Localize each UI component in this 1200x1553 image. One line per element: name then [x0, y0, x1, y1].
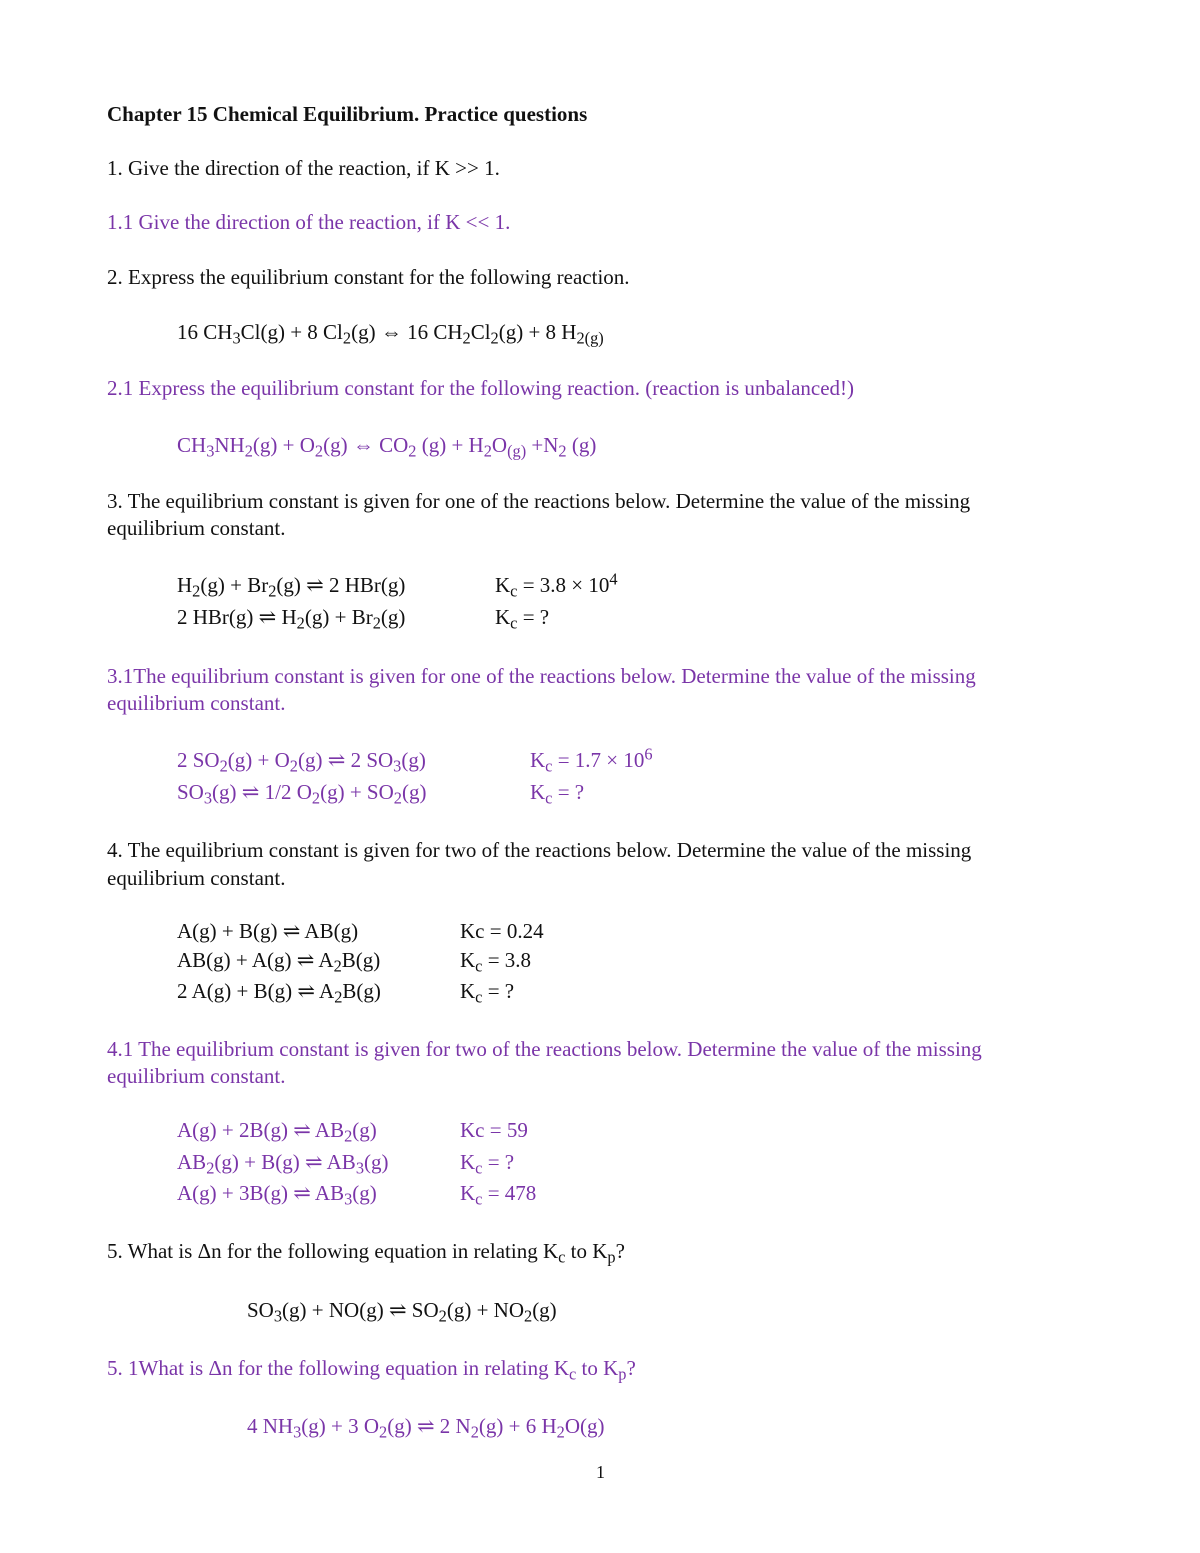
question-5-1-equation: 4 $NH_3(g) + 3$ $O_2(g)$ ⇌ 2 $N_2(g) + 6$ $H_2O(g)$ — [247, 1414, 605, 1442]
question-5: 5. What is Δn for the following equation in relating $K_c$ to $K_p$? — [107, 1239, 625, 1267]
q3-1-k-1: $K_c = 1.7 \times 10^6$ — [530, 744, 653, 776]
question-2: 2. Express the equilibrium constant for the following reaction. — [107, 265, 630, 289]
q3-1-reaction-2: $SO_3(g)$ ⇌ 1/2 $O_2(g) + SO_2(g)$ — [177, 780, 427, 808]
question-2-1: 2.1 Express the equilibrium constant for the following reaction. (reaction is unbalanced!) — [107, 376, 855, 400]
q4-1-reaction-2: $AB_2(g) + B(g)$ ⇌ $AB_3(g)$ — [177, 1150, 389, 1178]
q3-reaction-2: 2 HBr(g) ⇌ $H_2(g) + Br_2(g)$ — [177, 605, 406, 633]
q3-k-2: $K_c$ = ? — [495, 605, 550, 633]
page-title: Chapter 15 Chemical Equilibrium. Practice questions — [107, 102, 588, 126]
question-1: 1. Give the direction of the reaction, if K >> 1. — [107, 156, 500, 180]
question-3-line-2: equilibrium constant. — [107, 516, 286, 540]
q3-1-reaction-1: 2 $SO_2(g) + O_2(g)$ ⇌ 2 $SO_3(g)$ — [177, 748, 426, 776]
question-4-line-1: 4. The equilibrium constant is given for two of the reactions below. Determine the value of the missing — [107, 838, 972, 862]
q4-reaction-3: 2 A(g) + B(g) ⇌ $A_2B(g)$ — [177, 979, 381, 1007]
q3-reaction-1: $H_2(g) + Br_2(g)$ ⇌ 2 HBr(g) — [177, 573, 406, 601]
q3-k-1: $K_c = 3.8 \times 10^4$ — [495, 569, 618, 601]
question-3-1-line-1: 3.1The equilibrium constant is given for one of the reactions below. Determine the value of the missing — [107, 664, 976, 688]
q4-k-2: $K_c = 3.8$ — [460, 948, 532, 976]
q3-1-k-2: $K_c$ = ? — [530, 780, 585, 808]
q4-reaction-1: A(g) + B(g) ⇌ AB(g) — [177, 919, 359, 943]
question-1-1: 1.1 Give the direction of the reaction, if K << 1. — [107, 210, 511, 234]
question-5-equation: $SO_3(g) + NO(g)$ ⇌ $SO_2(g) + NO_2(g)$ — [247, 1298, 557, 1326]
question-2-1-equation: $CH_3NH_2(g) + O_2(g)$ ⇔ $CO_2$ $(g) + H_2O_{(g)} +N_2$ (g) — [177, 433, 597, 461]
question-4-line-2: equilibrium constant. — [107, 866, 286, 890]
question-3-line-1: 3. The equilibrium constant is given for one of the reactions below. Determine the value of the missing — [107, 489, 971, 513]
question-2-equation: 16 $CH_3Cl(g) + 8$ $Cl_2(g)$ ⇔ 16 $CH_2Cl_2(g) + 8$ $H_{2(g)}$ — [177, 320, 604, 348]
q4-1-k-3: $K_c = 478$ — [460, 1181, 537, 1209]
q4-1-reaction-1: A(g) + 2B(g) ⇌ $AB_2(g)$ — [177, 1118, 377, 1146]
q4-k-3: $K_c$ = ? — [460, 979, 515, 1007]
q4-1-reaction-3: A(g) + 3B(g) ⇌ $AB_3(g)$ — [177, 1181, 377, 1209]
q4-reaction-2: AB(g) + A(g) ⇌ $A_2B(g)$ — [177, 948, 381, 976]
question-5-1: 5. 1What is Δn for the following equation in relating $K_c$ to $K_p$? — [107, 1356, 636, 1384]
question-3-1-line-2: equilibrium constant. — [107, 691, 286, 715]
question-4-1-line-1: 4.1 The equilibrium constant is given for two of the reactions below. Determine the value of the missing — [107, 1037, 982, 1061]
page-number: 1 — [596, 1462, 605, 1482]
q4-k-1: Kc = 0.24 — [460, 919, 544, 943]
q4-1-k-1: Kc = 59 — [460, 1118, 528, 1142]
q4-1-k-2: $K_c$ = ? — [460, 1150, 515, 1178]
question-4-1-line-2: equilibrium constant. — [107, 1064, 286, 1088]
